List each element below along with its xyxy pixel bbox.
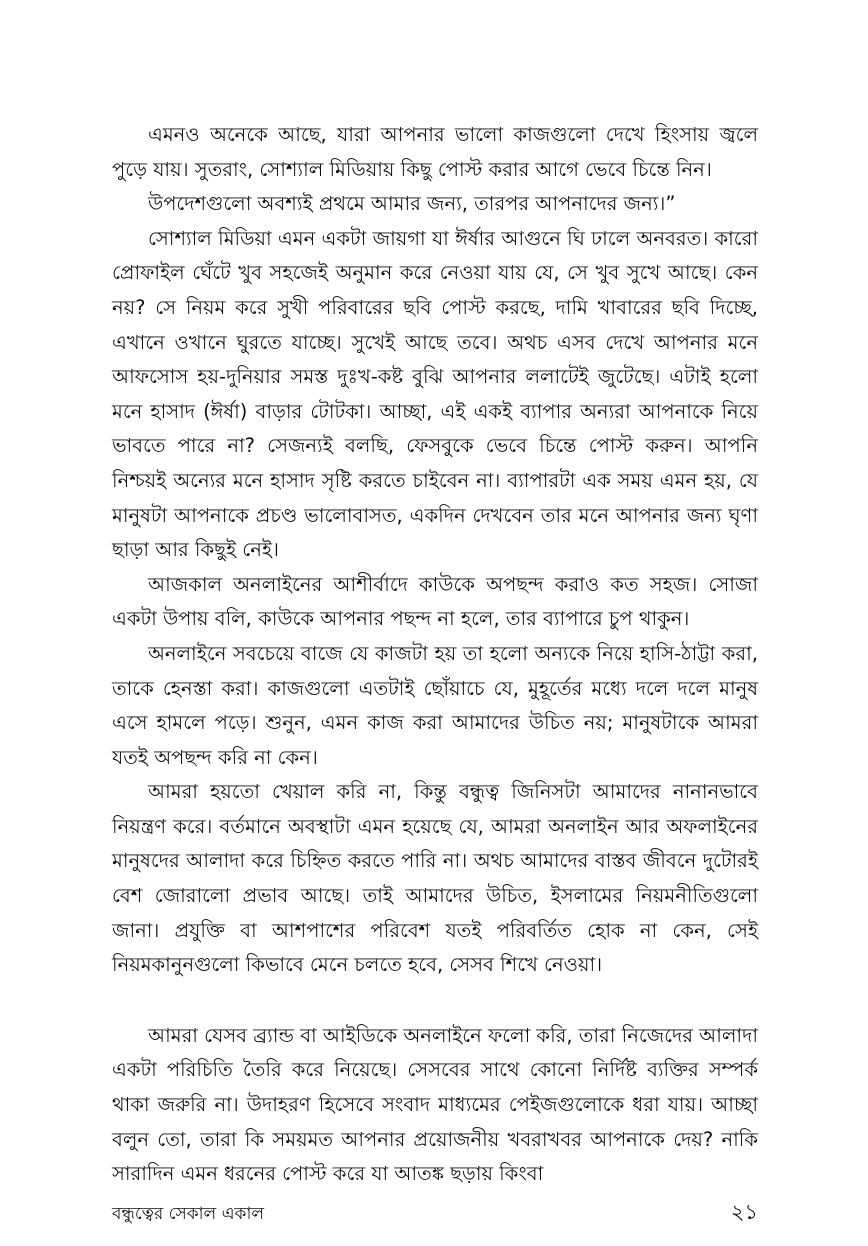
paragraph-4: আজকাল অনলাইনের আশীর্বাদে কাউকে অপছন্দ করাও কত সহজ। সোজা একটা উপায় বলি, কাউকে আপনার পছন্দ না হলে, তার ব্যাপারে চুপ থাকুন। [112, 572, 758, 631]
paragraph-5: অনলাইনে সবচেয়ে বাজে যে কাজটা হয় তা হলো অন্যকে নিয়ে হাসি-ঠাট্টা করা, তাকে হেনস্তা করা। কাজগুলো এতটাই ছোঁয়াচে যে, মুহূর্তের মধ্যে দলে দলে মানুষ এসে হামলে পড়ে। শুনুন, এমন কাজ করা আমাদের উচিত নয়; মানুষটাকে আমরা যতই অপছন্দ করি না কেন। [112, 641, 758, 769]
section-break [112, 983, 758, 1019]
paragraph-2: উপদেশগুলো অবশ্যই প্রথমে আমার জন্য, তারপর আপনাদের জন্য।” [148, 192, 676, 216]
page-footer [112, 1196, 758, 1231]
page-number: ২১ [730, 1200, 758, 1224]
paragraph-6: আমরা হয়তো খেয়াল করি না, কিন্তু বন্ধুত্ব জিনিসটা আমাদের নানানভাবে নিয়ন্ত্রণ করে। বর্তমানে অবস্থাটা এমন হয়েছে যে, আমরা অনলাইন আর অফলাইনের মানুষদের আলাদা করে চিহ্নিত করতে পারি না। অথচ আমাদের বাস্তব জীবনে দুটোরই বেশ জোরালো প্রভাব আছে। তাই আমাদের উচিত, ইসলামের নিয়মনীতিগুলো জানা। প্রযুক্তি বা আশপাশের পরিবেশ যতই পরিবর্তিত হোক না কেন, সেই নিয়মকানুনগুলো কিভাবে মেনে চলতে হবে, সেসব শিখে নেওয়া। [112, 780, 758, 977]
paragraph-7: আমরা যেসব ব্র্যান্ড বা আইডিকে অনলাইনে ফলো করি, তারা নিজেদের আলাদা একটা পরিচিতি তৈরি করে নিয়েছে। সেসবের সাথে কোনো নির্দিষ্ট ব্যক্তির সম্পর্ক থাকা জরুরি না। উদাহরণ হিসেবে সংবাদ মাধ্যমের পেইজগুলোকে ধরা যায়। আচ্ছা বলুন তো, তারা কি সময়মত আপনার প্রয়োজনীয় খবরাখবর আপনাকে দেয়? নাকি সারাদিন এমন ধরনের পোস্ট করে যা আতঙ্ক ছড়ায় কিংবা [112, 1023, 758, 1186]
paragraph-1: এমনও অনেকে আছে, যারা আপনার ভালো কাজগুলো দেখে হিংসায় জ্বলে পুড়ে যায়। সুতরাং, সোশ্যাল মিডিয়ায় কিছু পোস্ট করার আগে ভেবে চিন্তে নিন। [112, 123, 758, 181]
running-footer-title: বন্ধুত্বের সেকাল একাল [112, 1204, 265, 1224]
page-body [112, 118, 758, 1192]
paragraph-3: সোশ্যাল মিডিয়া এমন একটা জায়গা যা ঈর্ষার আগুনে ঘি ঢালে অনবরত। কারো প্রোফাইল ঘেঁটে খুব সহজেই অনুমান করে নেওয়া যায় যে, সে খুব সুখে আছে। কেন নয়? সে নিয়ম করে সুখী পরিবারের ছবি পোস্ট করছে, দামি খাবারের ছবি দিচ্ছে, এখানে ওখানে ঘুরতে যাচ্ছে। সুখেই আছে তবে। অথচ এসব দেখে আপনার মনে আফসোস হয়-দুনিয়ার সমস্ত দুঃখ-কষ্ট বুঝি আপনার ললাটেই জুটেছে। এটাই হলো মনে হাসাদ (ঈর্ষা) বাড়ার টোটকা। আচ্ছা, এই একই ব্যাপার অন্যরা আপনাকে নিয়ে ভাবতে পারে না? সেজন্যই বলছি, ফেসবুকে ভেবে চিন্তে পোস্ট করুন। আপনি নিশ্চয়ই অন্যের মনে হাসাদ সৃষ্টি করতে চাইবেন না। ব্যাপারটা এক সময় এমন হয়, যে মানুষটা আপনাকে প্রচণ্ড ভালোবাসত, একদিন দেখবেন তার মনে আপনার জন্য ঘৃণা ছাড়া আর কিছুই নেই। [112, 226, 758, 562]
